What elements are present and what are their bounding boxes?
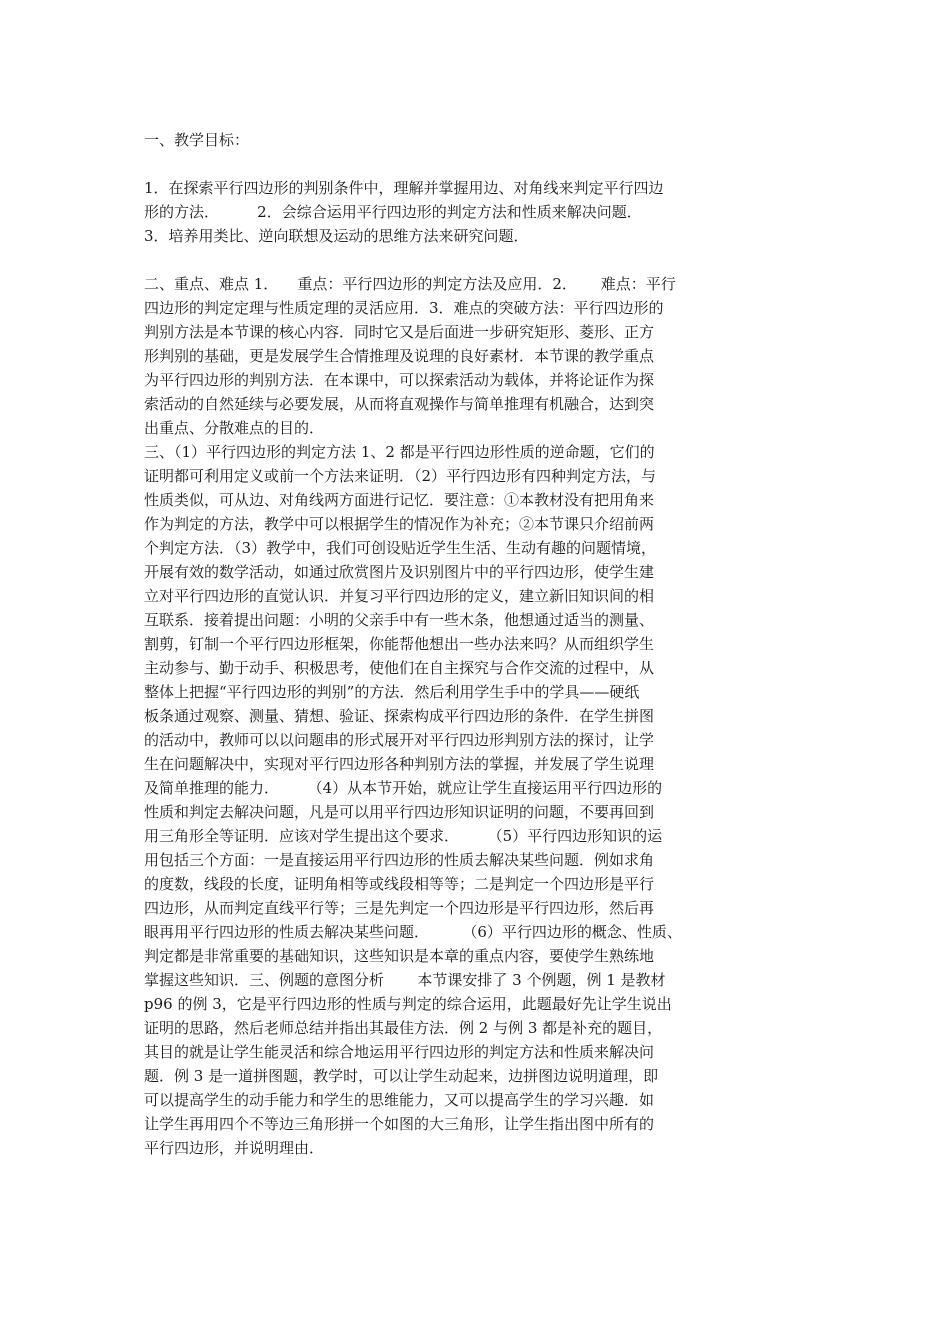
document-page [144,128,814,1160]
section3-line: 生在问题解决中，实现对平行四边形各种判别方法的掌握，并发展了学生说理 [144,755,655,773]
section1-line: 1．在探索平行四边形的判别条件中，理解并掌握用边、对角线来判定平行四边 [144,179,664,197]
section3-line: 掌握这些知识．三、例题的意图分析 本节课安排了 3 个例题，例 1 是教材 [144,971,666,989]
section3-line: 的活动中，教师可以以问题串的形式展开对平行四边形判别方法的探讨，让学 [144,731,655,749]
section3-line: 眼再用平行四边形的性质去解决某些问题． （6）平行四边形的概念、性质、 [144,923,682,941]
section2-line: 判别方法是本节课的核心内容．同时它又是后面进一步研究矩形、菱形、正方 [144,323,655,341]
section1-line: 3．培养用类比、逆向联想及运动的思维方法来研究问题． [144,227,529,245]
section3-line: 性质和判定去解决问题，凡是可以用平行四边形知识证明的问题，不要再回到 [144,803,655,821]
section1-line: 形的方法． 2．会综合运用平行四边形的判定方法和性质来解决问题． [144,203,642,221]
section2-line: 形判别的基础，更是发展学生合情推理及说理的良好素材．本节课的教学重点 [144,347,655,365]
section3-line: 立对平行四边形的直觉认识．并复习平行四边形的定义，建立新旧知识间的相 [144,587,655,605]
section3-line: 四边形，从而判定直线平行等；三是先判定一个四边形是平行四边形，然后再 [144,899,655,917]
section3-line: 个判定方法．（3）教学中，我们可创设贴近学生生活、生动有趣的问题情境， [144,539,657,557]
section3-line: 其目的就是让学生能灵活和综合地运用平行四边形的判定方法和性质来解决问 [144,1043,655,1061]
section3-line: 整体上把握“平行四边形的判别”的方法．然后利用学生手中的学具——硬纸 [144,683,640,701]
section2-line: 四边形的判定定理与性质定理的灵活应用．3．难点的突破方法：平行四边形的 [144,299,664,317]
section3-line: 用包括三个方面：一是直接运用平行四边形的性质去解决某些问题．例如求角 [144,851,655,869]
section3-line: 让学生再用四个不等边三角形拼一个如图的大三角形，让学生指出图中所有的 [144,1115,655,1133]
section3-line: 题．例 3 是一道拼图题，教学时，可以让学生动起来，边拼图边说明道理，即 [144,1067,659,1085]
section3-line: 板条通过观察、测量、猜想、验证、探索构成平行四边形的条件．在学生拼图 [144,707,655,725]
section3-line: 的度数，线段的长度，证明角相等或线段相等等；二是判定一个四边形是平行 [144,875,655,893]
section3-line: 三、（1）平行四边形的判定方法 1、2 都是平行四边形性质的逆命题，它们的 [144,443,655,461]
section3-line: 及简单推理的能力． （4）从本节开始，就应让学生直接运用平行四边形的 [144,779,663,797]
section3-line: p96 的例 3，它是平行四边形的性质与判定的综合运用，此题最好先让学生说出 [144,995,672,1013]
section2-line: 为平行四边形的判别方法．在本课中，可以探索活动为载体，并将论证作为探 [144,371,655,389]
section3-line: 割剪，钉制一个平行四边形框架，你能帮他想出一些办法来吗？从而组织学生 [144,635,655,653]
section3-line: 主动参与、勤于动手、积极思考，使他们在自主探究与合作交流的过程中，从 [144,659,655,677]
section3-line: 证明都可利用定义或前一个方法来证明．（2）平行四边形有四种判定方法，与 [144,467,657,485]
section3-line: 判定都是非常重要的基础知识，这些知识是本章的重点内容，要使学生熟练地 [144,947,655,965]
spacer [144,248,814,272]
section1-heading: 一、教学目标： [144,131,250,149]
section3-line: 开展有效的数学活动，如通过欣赏图片及识别图片中的平行四边形，使学生建 [144,563,655,581]
section3-line: 证明的思路，然后老师总结并指出其最佳方法．例 2 与例 3 都是补充的题目， [144,1019,663,1037]
section3-line: 性质类似，可从边、对角线两方面进行记忆．要注意：①本教材没有把用角来 [144,491,655,509]
section3-line: 可以提高学生的动手能力和学生的思维能力，又可以提高学生的学习兴趣．如 [144,1091,655,1109]
section3-line: 用三角形全等证明．应该对学生提出这个要求． （5）平行四边形知识的运 [144,827,663,845]
section3-line: 作为判定的方法，教学中可以根据学生的情况作为补充；②本节课只介绍前两 [144,515,655,533]
section3-line: 平行四边形，并说明理由． [144,1139,325,1157]
section3-line: 互联系．接着提出问题：小明的父亲手中有一些木条，他想通过适当的测量、 [144,611,655,629]
section2-line: 索活动的自然延续与必要发展，从而将直观操作与简单推理有机融合，达到突 [144,395,655,413]
section2-line: 二、重点、难点 1． 重点：平行四边形的判定方法及应用．2． 难点：平行 [144,275,676,293]
spacer [144,152,814,176]
section2-line: 出重点、分散难点的目的． [144,419,325,437]
